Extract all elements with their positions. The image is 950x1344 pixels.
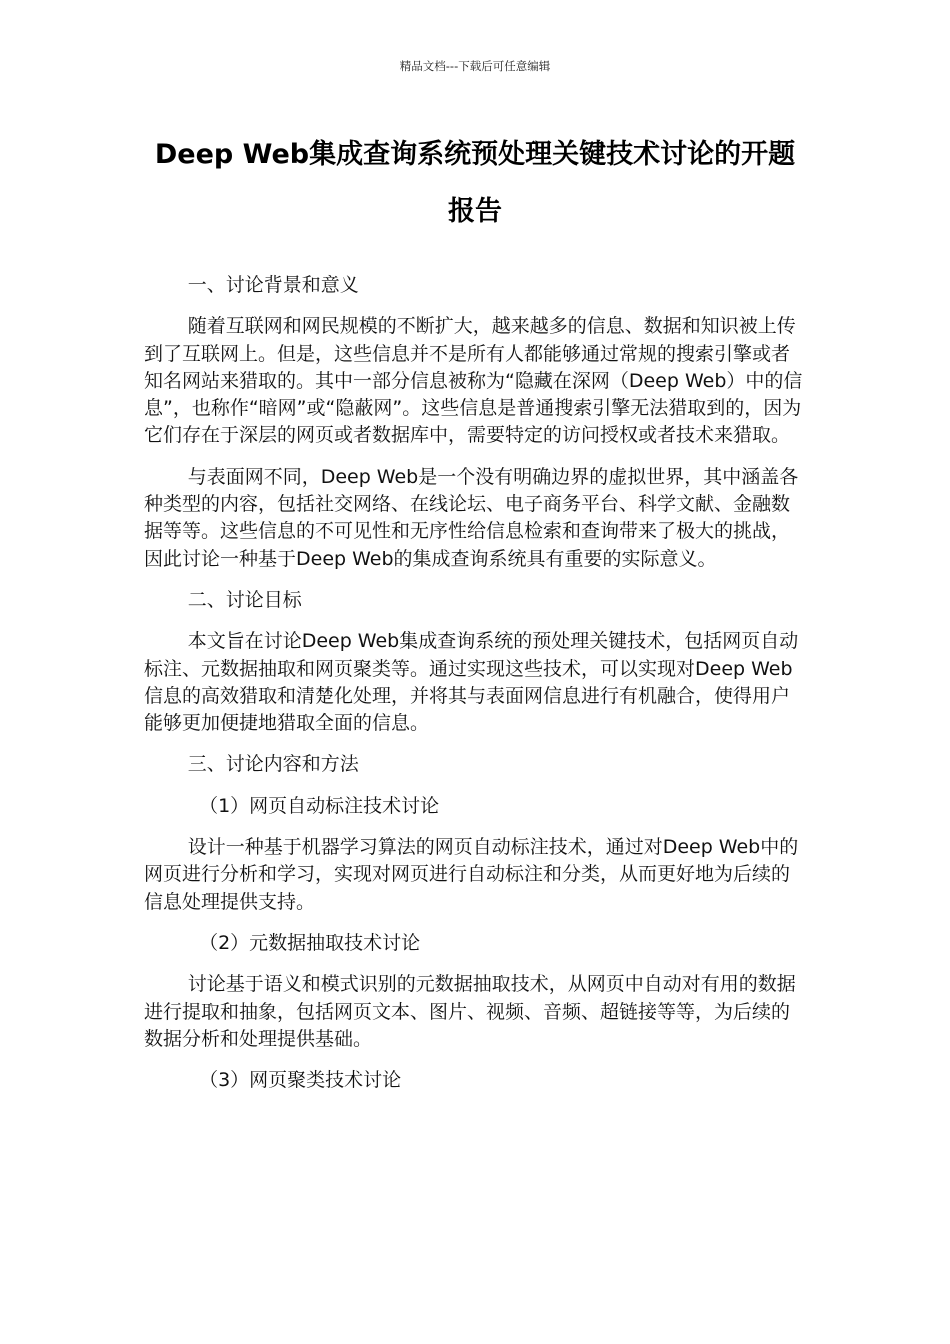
paragraph-background-1: 随着互联网和网民规模的不断扩大，越来越多的信息、数据和知识被上传到了互联网上。但是，这些信息并不是所有人都能够通过常规的搜索引擎或者知名网站来猎取的。其中一部分信息被称为“隐藏在深网（Deep Web）中的信息”，也称作“暗网”或“隐蔽网”。这些信息是普通搜索引擎无法猎取到的，因为它们存在于深层的网页或者数据库中，需要特定的访问授权或者技术来猎取。 — [144, 315, 803, 447]
section-heading-methods: 三、讨论内容和方法 — [187, 753, 359, 776]
subheading-auto-annotation: （1）网页自动标注技术讨论 — [199, 794, 440, 817]
paragraph-background-2: 与表面网不同，Deep Web是一个没有明确边界的虚拟世界，其中涵盖各种类型的内容，包括社交网络、在线论坛、电子商务平台、科学文献、金融数据等等。这些信息的不可见性和无序性给信息检索和查询带来了极大的挑战，因此讨论一种基于Deep Web的集成查询系统具有重要的实际意义。 — [144, 465, 799, 570]
document-body — [144, 272, 806, 1108]
paragraph-auto-annotation: 设计一种基于机器学习算法的网页自动标注技术，通过对Deep Web中的网页进行分析和学习，实现对网页进行自动标注和分类，从而更好地为后续的信息处理提供支持。 — [144, 836, 799, 913]
header-note: 精品文档---下载后可任意编辑 — [399, 59, 551, 73]
title-line-1: Deep Web集成查询系统预处理关键技术讨论的开题 — [154, 139, 796, 170]
title-line-2: 报告 — [448, 196, 502, 227]
section-heading-goals: 二、讨论目标 — [187, 588, 302, 611]
section-heading-background: 一、讨论背景和意义 — [187, 274, 359, 296]
paragraph-metadata-extraction: 讨论基于语义和模式识别的元数据抽取技术，从网页中自动对有用的数据进行提取和抽象，包括网页文本、图片、视频、音频、超链接等等，为后续的数据分析和处理提供基础。 — [144, 973, 796, 1050]
subheading-metadata-extraction: （2）元数据抽取技术讨论 — [199, 931, 421, 954]
paragraph-goals: 本文旨在讨论Deep Web集成查询系统的预处理关键技术，包括网页自动标注、元数据抽取和网页聚类等。通过实现这些技术，可以实现对Deep Web信息的高效猎取和清楚化处理，并将其与表面网信息进行有机融合，使得用户能够更加便捷地猎取全面的信息。 — [144, 630, 799, 735]
subheading-page-clustering: （3）网页聚类技术讨论 — [199, 1069, 402, 1092]
page-title — [140, 126, 810, 240]
